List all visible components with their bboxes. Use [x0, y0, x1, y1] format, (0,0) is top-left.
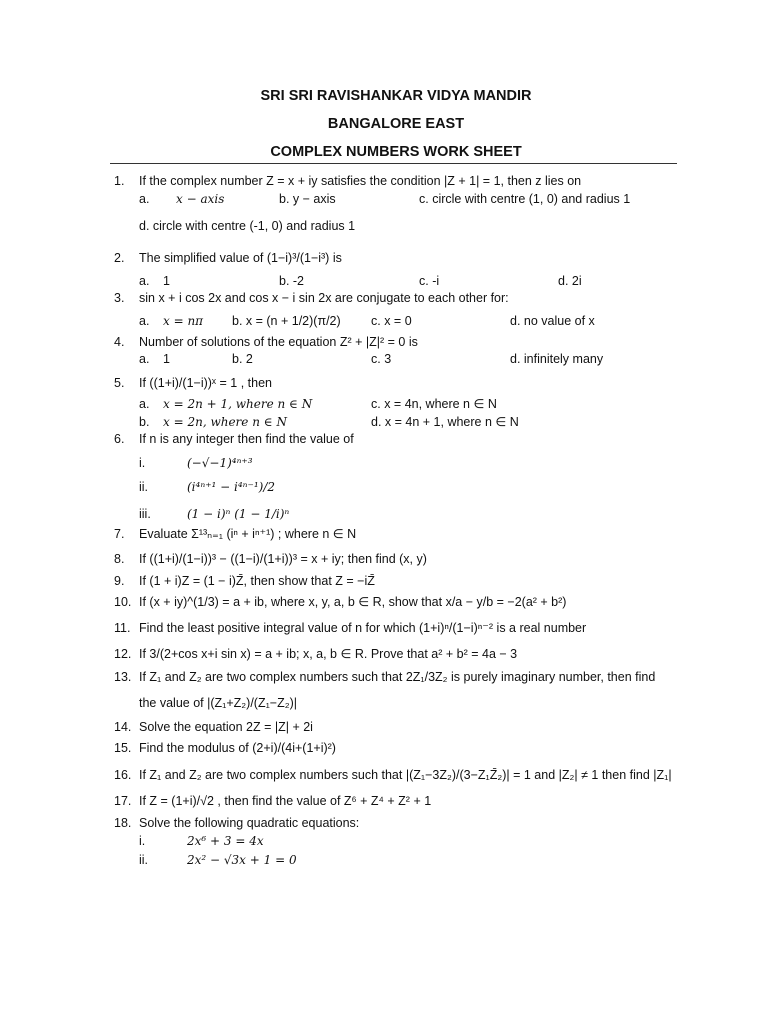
question-text: Evaluate Σ¹³ₙ₌₁ (iⁿ + iⁿ⁺¹) ; where n ∈ N — [139, 527, 357, 541]
option-b: b. -2 — [279, 274, 305, 288]
option-b-label: b. — [139, 415, 150, 429]
question-number: 9. — [114, 574, 125, 588]
question-text: If 3/(2+cos x+i sin x) = a + ib; x, a, b ∈ R. Prove that a² + b² = 4a − 3 — [139, 647, 518, 661]
question-text: If (1 + i)Z = (1 − i)Z̄, then show that Z = −iZ̄ — [139, 574, 375, 588]
question-text: Solve the equation 2Z = |Z| + 2i — [139, 720, 313, 734]
option-d: d. infinitely many — [510, 352, 604, 366]
option-b: x = 2n, where n ∈ N — [163, 415, 287, 429]
option-a-label: a. — [139, 274, 150, 288]
question-number: 18. — [114, 816, 132, 830]
question-text: The simplified value of (1−i)³/(1−i³) is — [139, 251, 342, 265]
option-a-label: a. — [139, 192, 150, 206]
part-label: ii. — [139, 853, 149, 867]
question-text: If ((1+i)/(1−i))³ − ((1−i)/(1+i))³ = x + iy; then find (x, y) — [139, 552, 427, 566]
question-text: If n is any integer then find the value of — [139, 432, 354, 446]
part-label: i. — [139, 834, 146, 848]
worksheet-title: COMPLEX NUMBERS WORK SHEET — [270, 144, 522, 160]
question-number: 7. — [114, 527, 125, 541]
question-text: If ((1+i)/(1−i))ˣ = 1 , then — [139, 376, 272, 390]
part-expression: (i⁴ⁿ⁺¹ − i⁴ⁿ⁻¹)/2 — [187, 480, 276, 494]
question-text: If (x + iy)^(1/3) = a + ib, where x, y, a, b ∈ R, show that x/a − y/b = −2(a² + b²) — [139, 595, 567, 609]
option-a-label: a. — [139, 314, 150, 328]
option-c: c. -i — [419, 274, 440, 288]
option-c: c. x = 4n, where n ∈ N — [371, 397, 497, 411]
question-text: If Z₁ and Z₂ are two complex numbers such that |(Z₁−3Z₂)/(3−Z₁Z̄₂)| = 1 and |Z₂| ≠ 1 then find |Z₁| — [139, 768, 672, 782]
option-a-label: a. — [139, 397, 150, 411]
part-expression: (−√−1)⁴ⁿ⁺³ — [187, 456, 253, 470]
option-a-label: a. — [139, 352, 150, 366]
question-number: 3. — [114, 291, 125, 305]
question-number: 13. — [114, 670, 132, 684]
part-label: ii. — [139, 480, 149, 494]
option-d: d. x = 4n + 1, where n ∈ N — [371, 415, 519, 429]
option-a: 1 — [163, 352, 170, 366]
question-text: Find the least positive integral value of n for which (1+i)ⁿ/(1−i)ⁿ⁻² is a real number — [139, 621, 587, 635]
option-b: b. y − axis — [279, 192, 336, 206]
title-divider — [110, 163, 677, 164]
question-text-continued: the value of |(Z₁+Z₂)/(Z₁−Z₂)| — [139, 696, 298, 710]
question-number: 12. — [114, 647, 132, 661]
question-number: 11. — [114, 621, 131, 635]
part-expression: 2x⁶ + 3 = 4x — [187, 834, 264, 848]
question-text: If Z₁ and Z₂ are two complex numbers such that 2Z₁/3Z₂ is purely imaginary number, then find — [139, 670, 656, 684]
question-text: Solve the following quadratic equations: — [139, 816, 360, 830]
question-number: 15. — [114, 741, 132, 755]
question-text: Find the modulus of (2+i)/(4i+(1+i)²) — [139, 741, 336, 755]
option-a: x = nπ — [163, 314, 204, 328]
question-number: 1. — [114, 174, 125, 188]
question-number: 14. — [114, 720, 132, 734]
question-number: 17. — [114, 794, 132, 808]
question-number: 2. — [114, 251, 125, 265]
question-text: If Z = (1+i)/√2 , then find the value of Z⁶ + Z⁴ + Z² + 1 — [139, 794, 432, 808]
option-a: 1 — [163, 274, 170, 288]
question-number: 4. — [114, 335, 125, 349]
question-text: Number of solutions of the equation Z² + |Z|² = 0 is — [139, 335, 418, 349]
option-b: b. 2 — [232, 352, 253, 366]
school-location: BANGALORE EAST — [327, 116, 465, 132]
question-number: 10. — [114, 595, 132, 609]
part-label: i. — [139, 456, 146, 470]
question-number: 6. — [114, 432, 125, 446]
option-b: b. x = (n + 1/2)(π/2) — [232, 314, 341, 328]
option-a: x = 2n + 1, where n ∈ N — [163, 397, 313, 411]
option-d: d. no value of x — [510, 314, 595, 328]
part-expression: 2x² − √3x + 1 = 0 — [187, 853, 297, 867]
option-c: c. circle with centre (1, 0) and radius 1 — [419, 192, 631, 206]
question-text: sin x + i cos 2x and cos x − i sin 2x are conjugate to each other for: — [139, 291, 509, 305]
question-number: 8. — [114, 552, 125, 566]
question-number: 5. — [114, 376, 125, 390]
question-number: 16. — [114, 768, 132, 782]
option-c: c. x = 0 — [371, 314, 412, 328]
option-d: d. 2i — [558, 274, 582, 288]
part-expression: (1 − i)ⁿ (1 − 1/i)ⁿ — [187, 507, 290, 521]
school-name: SRI SRI RAVISHANKAR VIDYA MANDIR — [260, 88, 532, 104]
question-text: If the complex number Z = x + iy satisfies the condition |Z + 1| = 1, then z lies on — [139, 174, 582, 188]
option-a: x − axis — [176, 192, 225, 206]
part-label: iii. — [139, 507, 151, 521]
option-c: c. 3 — [371, 352, 392, 366]
option-d: d. circle with centre (-1, 0) and radius 1 — [139, 219, 356, 233]
